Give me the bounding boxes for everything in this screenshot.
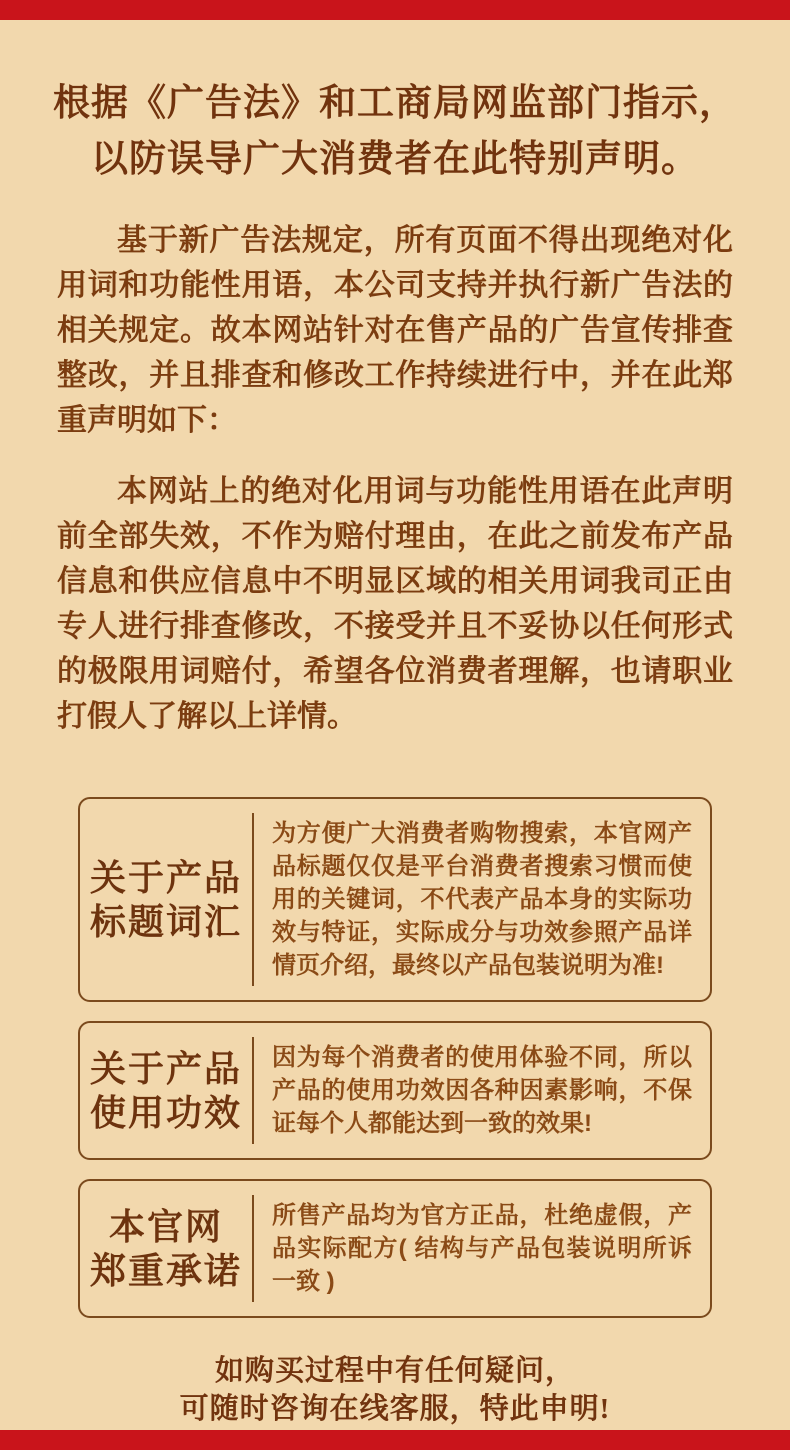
notice-box-label-line1: 关于产品	[89, 857, 242, 898]
bottom-red-band	[0, 1430, 790, 1450]
notice-box-label-line2: 标题词汇	[89, 901, 242, 942]
footer-note	[40, 1352, 750, 1428]
notice-box-label-line1: 本官网	[108, 1206, 223, 1247]
page-title-line1: 根据《广告法》和工商局网监部门指示，	[53, 83, 737, 124]
notice-box-list	[78, 797, 712, 1318]
statement-paragraph: 本网站上的绝对化用词与功能性用语在此声明前全部失效，不作为赔付理由，在此之前发布产品信息和供应信息中不明显区域的相关用词我司正由专人进行排查修改，不接受并且不妥协以任何形式的极限用词赔付，希望各位消费者理解，也请职业打假人了解以上详情。	[57, 475, 733, 733]
footer-note-line1: 如购买过程中有任何疑问，	[214, 1355, 575, 1387]
page-title-line2: 以防误导广大消费者在此特别声明。	[91, 139, 699, 180]
notice-box-label	[80, 856, 252, 944]
notice-box-product-title	[78, 797, 712, 1002]
notice-box-text: 为方便广大消费者购物搜索，本官网产品标题仅仅是平台消费者搜索习惯而使用的关键词，不代表产品本身的实际功效与特证，实际成分与功效参照产品详情页介绍，最终以产品包装说明为准!	[272, 820, 692, 979]
notice-box-label-line1: 关于产品	[89, 1048, 242, 1089]
notice-box-text: 所售产品均为官方正品，杜绝虚假，产品实际配方( 结构与产品包装说明所诉一致 )	[272, 1202, 692, 1295]
top-red-band	[0, 0, 790, 20]
notice-box-label	[80, 1047, 252, 1135]
notice-box-text: 因为每个消费者的使用体验不同，所以产品的使用功效因各种因素影响，不保证每个人都能达到一致的效果!	[272, 1044, 692, 1137]
footer-note-line2: 可随时咨询在线客服，特此申明!	[179, 1393, 611, 1425]
page-title	[40, 76, 750, 188]
notice-box-label-line2: 使用功效	[89, 1092, 242, 1133]
notice-box-label	[80, 1205, 252, 1293]
intro-paragraph: 基于新广告法规定，所有页面不得出现绝对化用词和功能性用语，本公司支持并执行新广告法的相关规定。故本网站针对在售产品的广告宣传排查整改，并且排查和修改工作持续进行中，并在此郑重声明如下：	[57, 224, 733, 437]
notice-box-official-promise	[78, 1179, 712, 1318]
notice-box-label-line2: 郑重承诺	[89, 1250, 242, 1291]
notice-box-product-effect	[78, 1021, 712, 1160]
